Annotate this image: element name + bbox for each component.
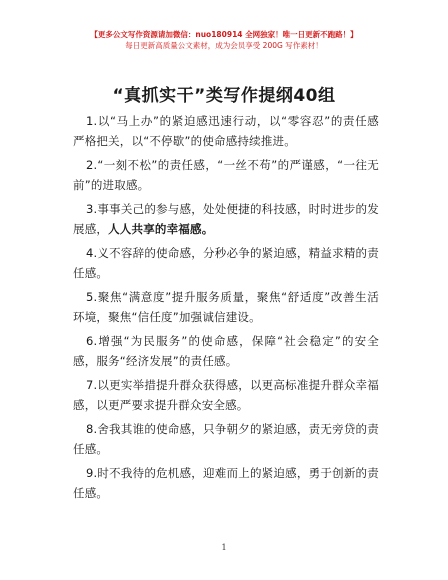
outline-item-2 (73, 156, 379, 195)
item-text: 聚焦“满意度”提升服务质量，聚焦“舒适度”改善生活环境，聚焦“信任度”加强诚信建设。 (73, 290, 379, 324)
outline-item-7 (73, 376, 379, 415)
item-number: 9. (86, 466, 98, 480)
item-number: 2. (86, 158, 98, 172)
item-number: 6. (86, 334, 98, 348)
outline-item-8 (73, 420, 379, 459)
item-text: 舍我其谁的使命感，只争朝夕的紧迫感，责无旁贷的责任感。 (73, 422, 379, 456)
document-title: “真抓实干”类写作提纲40组 (112, 86, 336, 106)
item-text: 时不我待的危机感，迎难而上的紧迫感，勇于创新的责任感。 (73, 466, 379, 500)
promo-banner-line-1: 【更多公文写作资源请加微信：nuo180914 全网独家！唯一日更新不跑路！】 (90, 30, 358, 39)
item-number: 1. (86, 114, 98, 128)
item-text: 事事关己的参与感，处处便捷的科技感，时时进步的发展感， (73, 202, 379, 236)
item-text: 义不容辞的使命感，分秒必争的紧迫感，精益求精的责任感。 (73, 246, 379, 280)
outline-item-6 (73, 332, 379, 371)
item-text-emphasis: 人人共享的幸福感。 (108, 221, 214, 236)
outline-item-9 (73, 464, 379, 503)
page-number: 1 (221, 543, 227, 552)
item-text: 以“马上办”的紧迫感迅速行动，以“零容忍”的责任感严格把关，以“不停歇”的使命感持续推进。 (73, 114, 379, 148)
item-text: “一刻不松”的责任感，“一丝不苟”的严谨感，“一往无前”的进取感。 (73, 158, 379, 192)
item-number: 3. (86, 202, 98, 216)
item-number: 5. (86, 290, 98, 304)
outline-item-3 (73, 200, 379, 239)
promo-banner-line-2: 每日更新高质量公文素材，成为会员享受 200G 写作素材！ (125, 41, 323, 50)
item-number: 4. (86, 246, 98, 260)
outline-item-4 (73, 244, 379, 283)
outline-item-1 (73, 112, 379, 151)
item-number: 8. (86, 422, 98, 436)
item-number: 7. (86, 378, 98, 392)
outline-item-5 (73, 288, 379, 327)
item-text: 以更实举措提升群众获得感，以更高标准提升群众幸福感，以更严要求提升群众安全感。 (73, 378, 379, 412)
item-text: 增强“为民服务”的使命感，保障“社会稳定”的安全感，服务“经济发展”的责任感。 (73, 334, 379, 368)
